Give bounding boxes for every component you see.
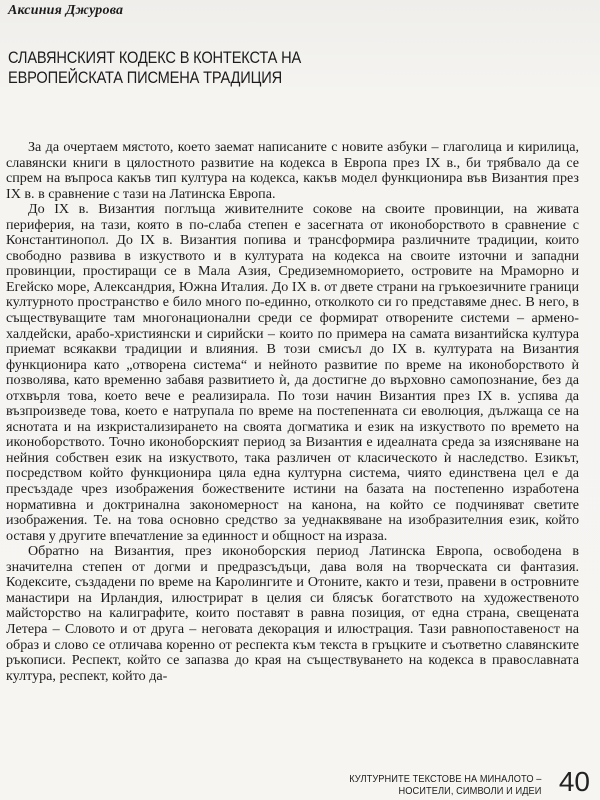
running-title-line: НОСИТЕЛИ, СИМВОЛИ И ИДЕИ <box>398 785 542 797</box>
body-paragraph: До IX в. Византия поглъща живителните сокове на своите провинции, на живата периферия, на тази, която в по-слаба степен е засегната от иконоборството в сравнение с Константинопол. До IX в. Византия попива и трансформира различните традиции, които свободно развива в изкуството и в културата на кодекса на своите източни и западни провинции, простиращи се в Мала Азия, Средиземноморието, островите на Мраморно и Егейско море, Александрия, Южна Италия. До IX в. от двете страни на гръкоезичните граници културното пространство е било много по-единно, отколкото си го представяме днес. В него, в съществуващите там многонационални среди се формират отворените системи – армено-халдейски, арабо-християнски и сирийски – които по примера на самата византийска култура приемат всякакви традиции и влияния. В този смисъл до IX в. културата на Византия функционира като „отворена система“ и нейното развитие по време на иконоборството ѝ позволява, като временно забавя развитието ѝ, да достигне до върховно самопознание, без да отхвърля това, което вече е реализирала. По този начин Византия през IX в. успява да възпроизведе това, което е натрупала по време на постепенната си еволюция, дължаща се на яснотата и на изкристализирането на своята догматика и език на изкуството по времето на иконоборството. Точно иконоборският период за Византия е идеалната среда за изясняване на нейния собствен език на изкуството, така различен от класическото ѝ наследство. Езикът, посредством който функционира цяла една културна система, чиято единствена цел е да пресъздаде чрез изображения божествените истини на базата на постепенно изработена нормативна и доктринална закономерност на канона, на който се подчиняват светите изображения. Те. на това основно средство за уеднаквяване на изобразителния език, който оставя у другите впечатление за единност и общност на израза. <box>6 201 579 544</box>
body-paragraph: Обратно на Византия, през иконоборския период Латинска Европа, освободена в значителна степен от догми и предразсъдъци, дава воля на творческата си фантазия. Кодексите, създадени по време на Каролингите и Отоните, както и тези, правени в островните манастири на Ирландия, илюстрират в целия си блясък богатството на художественото майсторство на калиграфите, които поставят в равна позиция, от една страна, свещената Летера – Словото и от друга – неговата декорация и илюстрация. Тази равнопоставеност на образ и слово се отличава коренно от респекта към текста в гръцките и съответно славянските ръкописи. Респект, който се запазва до края на съществуването на кодекса в православната култура, респект, който да- <box>6 543 579 684</box>
author-name: Аксиния Джурова <box>8 3 124 18</box>
article-body <box>6 140 579 684</box>
page-number: 40 <box>558 766 590 797</box>
article-title <box>8 48 301 88</box>
running-title-line: КУЛТУРНИТЕ ТЕКСТОВЕ НА МИНАЛОТО – <box>349 773 542 785</box>
article-title-line: СЛАВЯНСКИЯТ КОДЕКС В КОНТЕКСТА НА <box>8 48 302 67</box>
article-title-line: ЕВРОПЕЙСКАТА ПИСМЕНА ТРАДИЦИЯ <box>8 68 282 87</box>
body-paragraph: За да очертаем мястото, което заемат написаните с новите азбуки – глаголица и кирилица, славянски книги в цялостното развитие на кодекса в Европа през IX в., би трябвало да се спрем на въпроса какъв тип култура на кодекса, какъв модел функционира във Византия през IX в. в сравнение с тази на Латинска Европа. <box>6 139 579 202</box>
running-footer <box>350 773 542 797</box>
